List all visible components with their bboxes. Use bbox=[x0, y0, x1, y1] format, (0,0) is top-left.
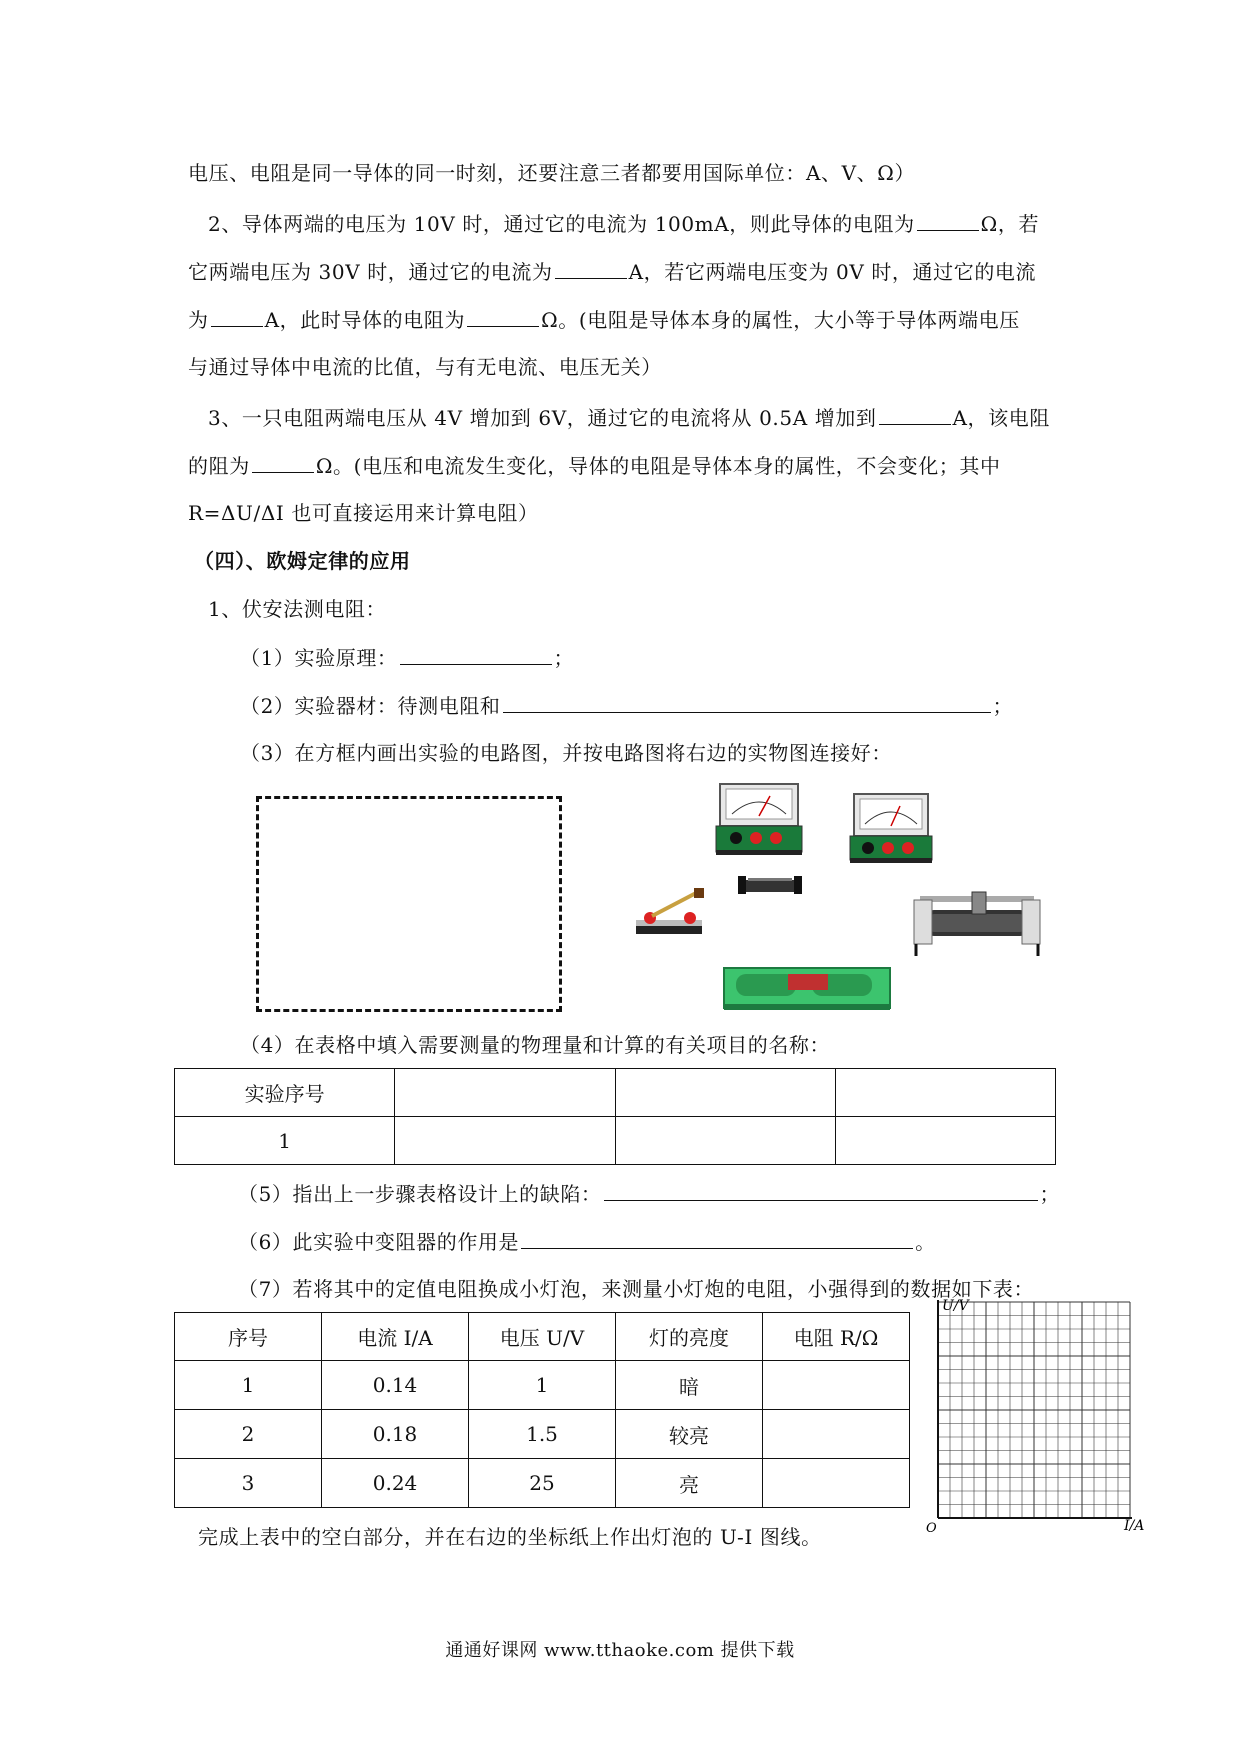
part-5-text: （5）指出上一步骤表格设计上的缺陷： bbox=[238, 1182, 602, 1206]
voltmeter-illustration bbox=[848, 792, 934, 864]
y-axis-label: U/V bbox=[942, 1298, 969, 1314]
question-3-text-c: 的阻为 bbox=[188, 454, 250, 478]
part-2-text: （2）实验器材：待测电阻和 bbox=[240, 694, 501, 718]
x-axis-label: I/A bbox=[1124, 1518, 1145, 1534]
part-1-text: （1）实验原理： bbox=[240, 646, 398, 670]
part-6-text: （6）此实验中变阻器的作用是 bbox=[238, 1230, 520, 1254]
table-cell: 1 bbox=[175, 1361, 322, 1410]
answer-blank-equipment[interactable] bbox=[503, 692, 991, 713]
question-2-text: 2、导体两端的电压为 10V 时，通过它的电流为 100mA，则此导体的电阻为 bbox=[208, 212, 915, 236]
answer-blank-current-3[interactable] bbox=[879, 404, 951, 425]
table-cell: 实验序号 bbox=[175, 1069, 395, 1117]
section-heading: （四）、欧姆定律的应用 bbox=[194, 549, 411, 573]
answer-blank-rheostat-role[interactable] bbox=[521, 1228, 913, 1249]
question-2-unit: Ω，若 bbox=[980, 212, 1040, 236]
table-row bbox=[175, 1313, 910, 1361]
part-5-line bbox=[238, 1180, 1060, 1207]
answer-blank-current-1[interactable] bbox=[555, 258, 627, 279]
part-6-end: 。 bbox=[915, 1230, 936, 1254]
table-cell: 亮 bbox=[616, 1459, 763, 1508]
rheostat-illustration bbox=[912, 890, 1042, 960]
subsection-1: 1、伏安法测电阻： bbox=[208, 597, 387, 621]
table-cell[interactable] bbox=[615, 1069, 835, 1117]
table-header-cell: 灯的亮度 bbox=[616, 1313, 763, 1361]
text-line-1: 电压、电阻是同一导体的同一时刻，还要注意三者都要用国际单位：A、V、Ω） bbox=[188, 161, 916, 185]
question-2-line-3 bbox=[188, 306, 1020, 333]
part-2-line bbox=[240, 692, 1013, 719]
table-cell[interactable] bbox=[395, 1069, 615, 1117]
table-cell[interactable] bbox=[763, 1410, 910, 1459]
part-3-line: （3）在方框内画出实验的电路图，并按电路图将右边的实物图连接好： bbox=[240, 741, 892, 765]
question-2-text-b: 它两端电压为 30V 时，通过它的电流为 bbox=[188, 260, 553, 284]
question-2-text-f: Ω。(电阻是导体本身的属性，大小等于导体两端电压 bbox=[541, 308, 1020, 332]
table-cell[interactable] bbox=[615, 1117, 835, 1165]
question-2-text-e: A，此时导体的电阻为 bbox=[264, 308, 466, 332]
table-cell: 0.24 bbox=[322, 1459, 469, 1508]
question-3-line-1 bbox=[208, 404, 1050, 431]
table-cell[interactable] bbox=[763, 1361, 910, 1410]
table-cell: 0.14 bbox=[322, 1361, 469, 1410]
question-3-text-d: Ω。(电压和电流发生变化，导体的电阻是导体本身的属性，不会变化；其中 bbox=[315, 454, 1001, 478]
table-cell[interactable] bbox=[835, 1117, 1055, 1165]
table-row bbox=[175, 1459, 910, 1508]
table-cell: 较亮 bbox=[616, 1410, 763, 1459]
text-line-5: 与通过导体中电流的比值，与有无电流、电压无关） bbox=[188, 355, 662, 379]
part-4-line: （4）在表格中填入需要测量的物理量和计算的有关项目的名称： bbox=[240, 1033, 831, 1057]
answer-blank-resistance-3[interactable] bbox=[252, 452, 314, 473]
question-3-line-2 bbox=[188, 452, 1001, 479]
final-instruction: 完成上表中的空白部分，并在右边的坐标纸上作出灯泡的 U-I 图线。 bbox=[198, 1525, 822, 1549]
lamp-data-table bbox=[174, 1312, 910, 1508]
question-2-line-2 bbox=[188, 258, 1036, 285]
question-3-text-b: A，该电阻 bbox=[952, 406, 1050, 430]
answer-blank-principle[interactable] bbox=[400, 644, 552, 665]
answer-blank-resistance-1[interactable] bbox=[917, 210, 979, 231]
part-1-end: ； bbox=[553, 646, 575, 670]
table-header-cell: 序号 bbox=[175, 1313, 322, 1361]
part-5-end: ； bbox=[1039, 1182, 1061, 1206]
table-cell: 1 bbox=[175, 1117, 395, 1165]
battery-box-illustration bbox=[722, 962, 892, 1012]
ammeter-illustration bbox=[714, 782, 804, 856]
table-cell: 1 bbox=[469, 1361, 616, 1410]
part-1-line bbox=[240, 644, 574, 671]
answer-blank-defect[interactable] bbox=[604, 1180, 1038, 1201]
origin-label: O bbox=[926, 1521, 937, 1536]
answer-blank-current-2[interactable] bbox=[211, 306, 263, 327]
table-cell[interactable] bbox=[395, 1117, 615, 1165]
resistor-illustration bbox=[738, 870, 802, 898]
table-cell: 暗 bbox=[616, 1361, 763, 1410]
part-7-line: （7）若将其中的定值电阻换成小灯泡，来测量小灯炮的电阻，小强得到的数据如下表： bbox=[238, 1277, 1035, 1301]
switch-illustration bbox=[632, 888, 708, 938]
table-header-cell: 电压 U/V bbox=[469, 1313, 616, 1361]
answer-blank-resistance-2[interactable] bbox=[467, 306, 539, 327]
part-6-line bbox=[238, 1228, 936, 1255]
table-cell: 2 bbox=[175, 1410, 322, 1459]
text-line-8: R=ΔU/ΔI 也可直接运用来计算电阻） bbox=[188, 501, 539, 525]
table-cell: 1.5 bbox=[469, 1410, 616, 1459]
table-cell: 0.18 bbox=[322, 1410, 469, 1459]
table-header-cell: 电阻 R/Ω bbox=[763, 1313, 910, 1361]
table-row bbox=[175, 1117, 1056, 1165]
question-2-text-c: A，若它两端电压变为 0V 时，通过它的电流 bbox=[628, 260, 1037, 284]
table-row bbox=[175, 1410, 910, 1459]
circuit-drawing-box[interactable] bbox=[256, 796, 562, 1012]
question-3-text: 3、一只电阻两端电压从 4V 增加到 6V，通过它的电流将从 0.5A 增加到 bbox=[208, 406, 877, 430]
table-cell: 25 bbox=[469, 1459, 616, 1508]
measurement-table bbox=[174, 1068, 1056, 1165]
table-header-cell: 电流 I/A bbox=[322, 1313, 469, 1361]
graph-paper[interactable] bbox=[928, 1296, 1148, 1534]
question-2-text-d: 为 bbox=[188, 308, 209, 332]
table-cell[interactable] bbox=[835, 1069, 1055, 1117]
page-footer: 通通好课网 www.tthaoke.com 提供下载 bbox=[445, 1640, 795, 1661]
part-2-end: ； bbox=[992, 694, 1014, 718]
table-cell: 3 bbox=[175, 1459, 322, 1508]
table-cell[interactable] bbox=[763, 1459, 910, 1508]
table-row bbox=[175, 1069, 1056, 1117]
question-2-line-1 bbox=[208, 210, 1039, 237]
table-row bbox=[175, 1361, 910, 1410]
